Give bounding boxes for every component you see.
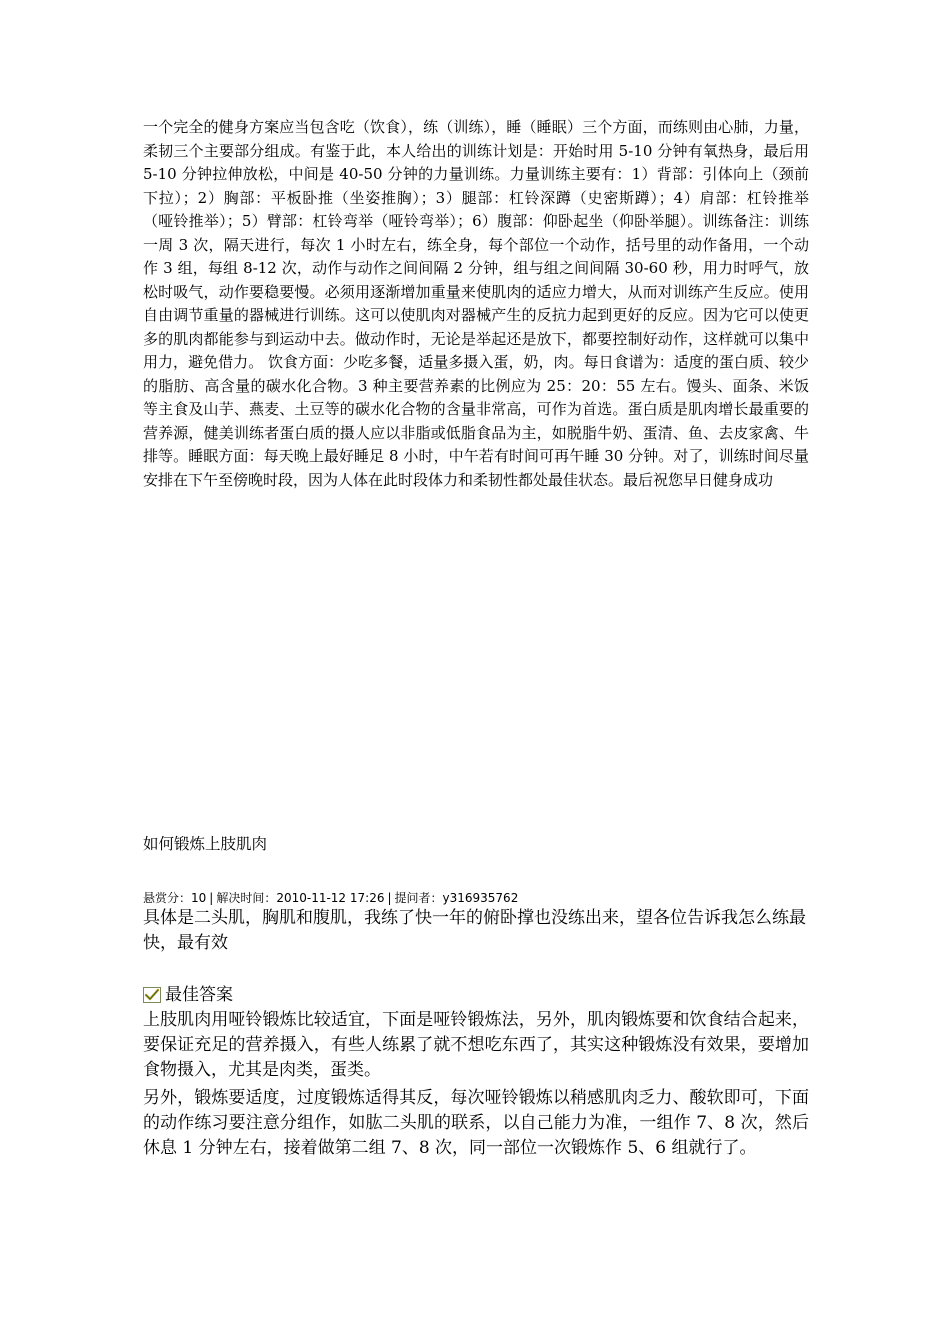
fitness-plan-paragraph: 一个完全的健身方案应当包含吃（饮食），练（训练），睡（睡眠）三个方面，而练则由心肺，力量，柔韧三个主要部分组成。有鉴于此，本人给出的训练计划是：开始时用 5-10 分钟有氧热身，最后用 5-10 分钟拉伸放松，中间是 40-50 分钟的力量训练。力量训练主要有：1）背部：引体向上（颈前下拉）；2）胸部：平板卧推（坐姿推胸）；3）腿部：杠铃深蹲（史密斯蹲）；4）肩部：杠铃推举（哑铃推举）；5）臂部：杠铃弯举（哑铃弯举）；6）腹部：仰卧起坐（仰卧举腿）。训练备注：训练一周 3 次，隔天进行，每次 1 小时左右，练全身，每个部位一个动作，括号里的动作备用，一个动作 3 组，每组 8-12 次，动作与动作之间间隔 2 分钟，组与组之间间隔 30-60 秒，用力时呼气，放松时吸气，动作要稳要慢。必须用逐渐增加重量来使肌肉的适应力增大，从而对训练产生反应。使用自由调节重量的器械进行训练。这可以使肌肉对器械产生的反抗力起到更好的反应。因为它可以使更多的肌肉都能参与到运动中去。做动作时，无论是举起还是放下，都要控制好动作，这样就可以集中用力，避免借力。 饮食方面：少吃多餐，适量多摄入蛋，奶，肉。每日食谱为：适度的蛋白质、较少的脂肪、高含量的碳水化合物。3 种主要营养素的比例应为 25：20：55 左右。馒头、面条、米饭等主食及山芋、燕麦、土豆等的碳水化合物的含量非常高，可作为首选。蛋白质是肌肉增长最重要的营养源，健美训练者蛋白质的摄人应以非脂或低脂食品为主，如脱脂牛奶、蛋清、鱼、去皮家禽、牛排等。睡眠方面：每天晚上最好睡足 8 小时，中午若有时间可再午睡 30 分钟。对了，训练时间尽量安排在下午至傍晚时段，因为人体在此时段体力和柔韧性都处最佳状态。最后祝您早日健身成功 [143, 118, 809, 489]
answer-paragraph: 另外，锻炼要适度，过度锻炼适得其反，每次哑铃锻炼以稍感肌肉乏力、酸软即可，下面的动作练习要注意分组作，如肱二头肌的联系，以自己能力为准，一组作 7、8 次，然后休息 1 分钟左右，接着做第二组 7、8 次，同一部位一次锻炼作 5、6 组就行了。 [143, 1088, 809, 1159]
best-answer-header [143, 984, 233, 1006]
reward-text: 悬赏分：10 [143, 891, 207, 905]
question-meta [143, 890, 518, 906]
best-answer-label: 最佳答案 [165, 985, 233, 1005]
question-body: 具体是二头肌，胸肌和腹肌，我练了快一年的俯卧撑也没练出来，望各位告诉我怎么练最快，最有效 [143, 908, 806, 953]
answer-paragraph: 上肢肌肉用哑铃锻炼比较适宜，下面是哑铃锻炼法，另外，肌肉锻炼要和饮食结合起来，要保证充足的营养摄入，有些人练累了就不想吃东西了，其实这种锻炼没有效果，要增加食物摄入，尤其是肉类，蛋类。 [143, 1010, 809, 1081]
asker-text: 提问者：y316935762 [394, 891, 519, 905]
question-title: 如何锻炼上肢肌肉 [143, 835, 268, 853]
meta-separator: | [209, 891, 214, 905]
resolved-time-text: 解决时间：2010-11-12 17:26 [216, 891, 385, 905]
best-answer-icon [143, 987, 161, 1003]
meta-separator: | [387, 891, 392, 905]
